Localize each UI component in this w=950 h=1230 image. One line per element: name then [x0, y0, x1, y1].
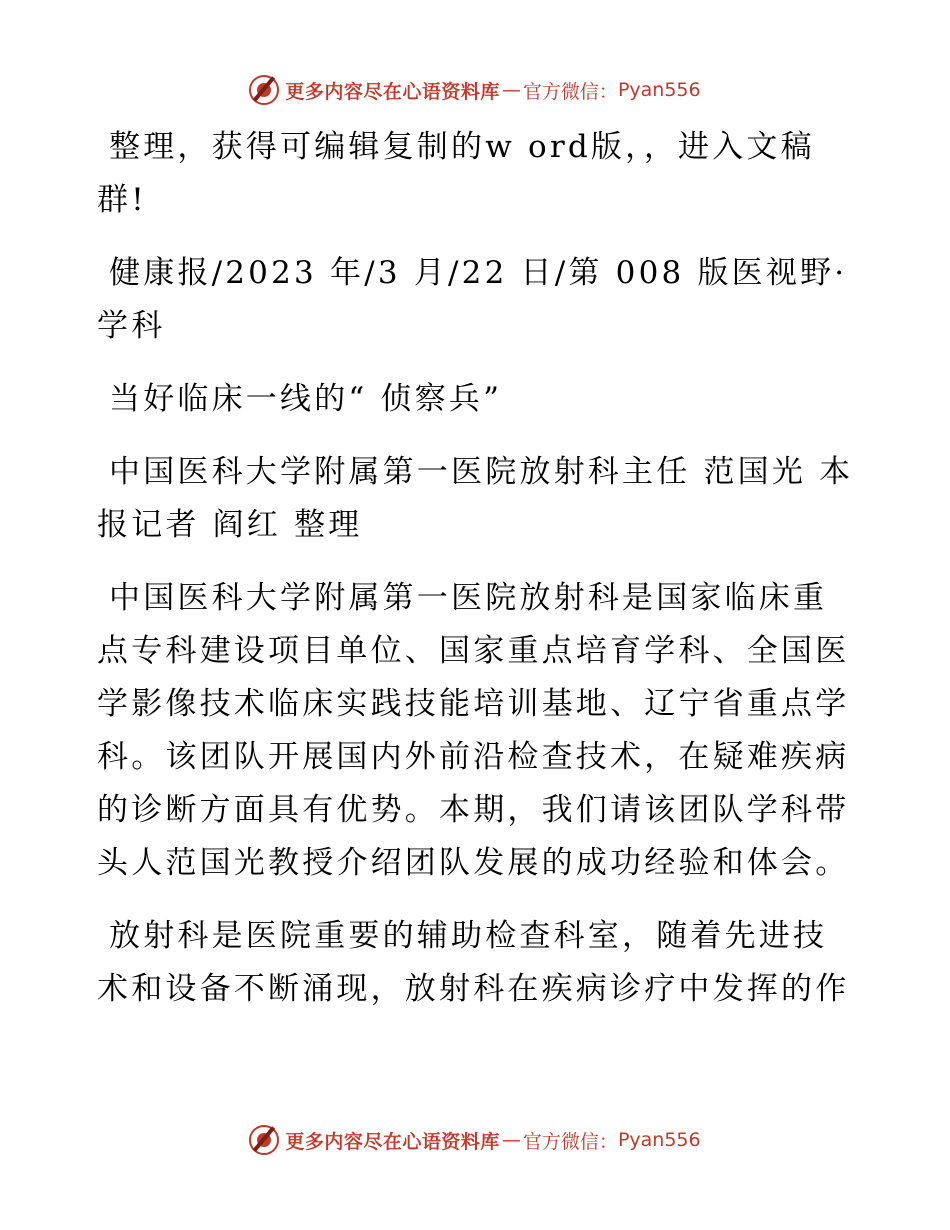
wechat-label: 官方微信： [522, 80, 618, 103]
paragraph-source: 健康报/2023 年/3 月/22 日/第 008 版医视野·学科 [97, 255, 848, 344]
paragraph-department-intro: 中国医科大学附属第一医院放射科是国家临床重点专科建设项目单位、国家重点培育学科、全国医学影像技术临床实践技能培训基地、辽宁省重点学科。该团队开展国内外前沿检查技术，在疑难疾病的诊断方面具有优势。本期，我们请该团队学科带头人范国光教授介绍团队发展的成功经验和体会。 [97, 580, 850, 881]
wechat-id: Pyan556 [617, 79, 701, 101]
wechat-label: 官方微信： [522, 1130, 618, 1153]
header-watermark [0, 70, 950, 110]
paragraph-intro: 整理，获得可编辑复制的w ord版，，进入文稿群! [97, 129, 815, 218]
wechat-id: Pyan556 [617, 1129, 701, 1151]
paragraph-body: 放射科是医院重要的辅助检查科室，随着先进技术和设备不断涌现，放射科在疾病诊疗中发挥的作 [97, 918, 850, 1007]
watermark-text: 更多内容尽在心语资料库 [285, 1130, 500, 1153]
article-title: 当好临床一线的“ 侦察兵” [109, 381, 503, 417]
watermark-separator: — [501, 79, 521, 101]
article-byline: 中国医科大学附属第一医院放射科主任 范国光 本报记者 阎红 整理 [97, 454, 854, 543]
footer-watermark [0, 1120, 950, 1160]
pen-nib-logo-icon [249, 75, 279, 105]
pen-nib-logo-icon [249, 1125, 279, 1155]
watermark-separator: — [501, 1129, 521, 1151]
document-body [97, 121, 857, 1036]
watermark-text: 更多内容尽在心语资料库 [285, 80, 500, 103]
